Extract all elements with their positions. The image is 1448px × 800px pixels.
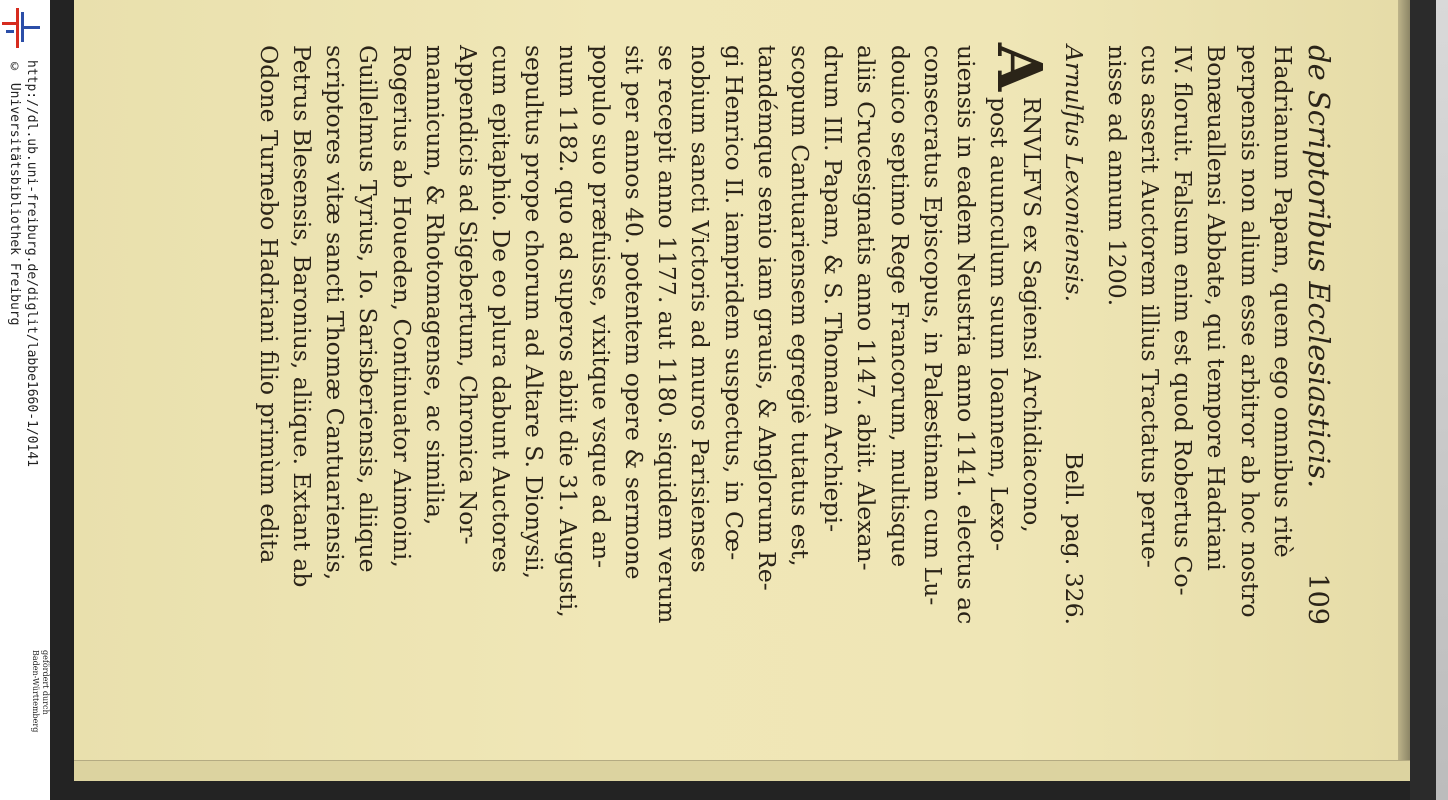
text-line: Petrus Blesensis, Baronius, aliique. Extant ab: [287, 45, 316, 588]
text-line: consecratus Episcopus, in Palæstinam cum Lu-: [918, 45, 947, 606]
text-line: Appendicis ad Sigebertum, Chronica Nor-: [453, 45, 482, 545]
text-line: uiensis in eadem Neustria anno 1141. electus ac: [951, 45, 980, 625]
text-line: drum III. Papam, & S. Thomam Archiepi-: [819, 45, 848, 533]
text-line: sit per annos 40. potentem opere & sermone: [619, 45, 648, 580]
university-logo-icon: [2, 8, 42, 48]
text-line: nisse ad annum 1200.: [1102, 45, 1131, 307]
section-reference: Bell. pag. 326.: [1059, 452, 1088, 625]
text-line: sepultus prope chorum ad Altare S. Dionysii,: [520, 45, 549, 579]
sponsor-line-1: gefördert durch: [41, 650, 50, 715]
text-line: scopum Cantuariensem egregiè tutatus est,: [785, 45, 814, 567]
text-line: se recepit anno 1177. aut 1180. siquidem verum: [653, 45, 682, 624]
text-line: Odone Turnebo Hadriani filio primùm edita: [254, 45, 283, 564]
sponsor-text: [0, 650, 50, 800]
section-title: Arnulfus Lexoniensis.: [1059, 45, 1088, 303]
text-line: Hadrianum Papam, quem ego omnibus ritè: [1268, 45, 1297, 558]
text-line: nobium sancti Victoris ad muros Parisienses: [686, 45, 715, 573]
text-line: RNVLFVS ex Sagiensi Archidiacono,: [1018, 97, 1047, 533]
viewer-sidebar: [0, 0, 50, 800]
viewer-url-text: [6, 60, 40, 467]
text-line: tandémque senio iam grauis, & Anglorum Re-: [752, 45, 781, 591]
text-line: post auunculum suum Ioannem, Lexo-: [985, 97, 1014, 552]
copyright-text: © Universitätsbibliothek Freiburg: [7, 60, 22, 326]
text-line: mannicum, & Rhotomagense, ac similia,: [420, 45, 449, 526]
text-line: num 1182. quo ad superos abiit die 31. Augusti,: [553, 45, 582, 618]
text-line: scriptores vitæ sancti Thomæ Cantuariensis,: [321, 45, 350, 581]
text-line: Guillelmus Tyrius, Io. Sarisberiensis, aliique: [354, 45, 383, 573]
text-line: aliis Crucesignatis anno 1147. abiit. Alexan-: [852, 45, 881, 571]
running-head-title: de Scriptoribus Ecclesiasticis.: [1302, 45, 1336, 489]
sponsor-line-2: Baden-Württemberg: [31, 650, 40, 733]
text-line: cum epitaphio. De eo plura dabunt Auctores: [487, 45, 516, 573]
page-edge-shadow: [1398, 0, 1410, 772]
text-line: Rogerius ab Houeden, Continuator Aimoini,: [387, 45, 416, 568]
page-text-rotated: [195, 45, 1335, 625]
running-head: [1301, 45, 1335, 625]
text-line: perpensis non alium esse arbitror ab hoc nostro: [1235, 45, 1264, 618]
text-line: gi Henrico II. iampridem suspectus, in Cœ-: [719, 45, 748, 561]
text-line: IV. floruit. Falsum enim est quod Robertus Co-: [1169, 45, 1198, 596]
text-line: populo suo præfuisse, vixitque vsque ad an-: [586, 45, 615, 569]
text-line: douico septimo Rege Francorum, multisque: [885, 45, 914, 568]
article-body: [252, 43, 1057, 625]
page-number: 109: [1302, 573, 1333, 625]
section-heading: [1056, 45, 1089, 625]
color-calibration-bar: [1436, 0, 1448, 800]
frame-right: [1410, 0, 1436, 800]
drop-cap: A: [983, 43, 1057, 92]
text-line: cus asserit Auctorem illius Tractatus perue-: [1135, 45, 1164, 568]
source-url[interactable]: http://dl.ub.uni-freiburg.de/diglit/labbe1660-1/0141: [24, 60, 39, 467]
text-line: Bonæuallensi Abbate, qui tempore Hadriani: [1202, 45, 1231, 571]
page-fold-strip: [74, 760, 1414, 781]
